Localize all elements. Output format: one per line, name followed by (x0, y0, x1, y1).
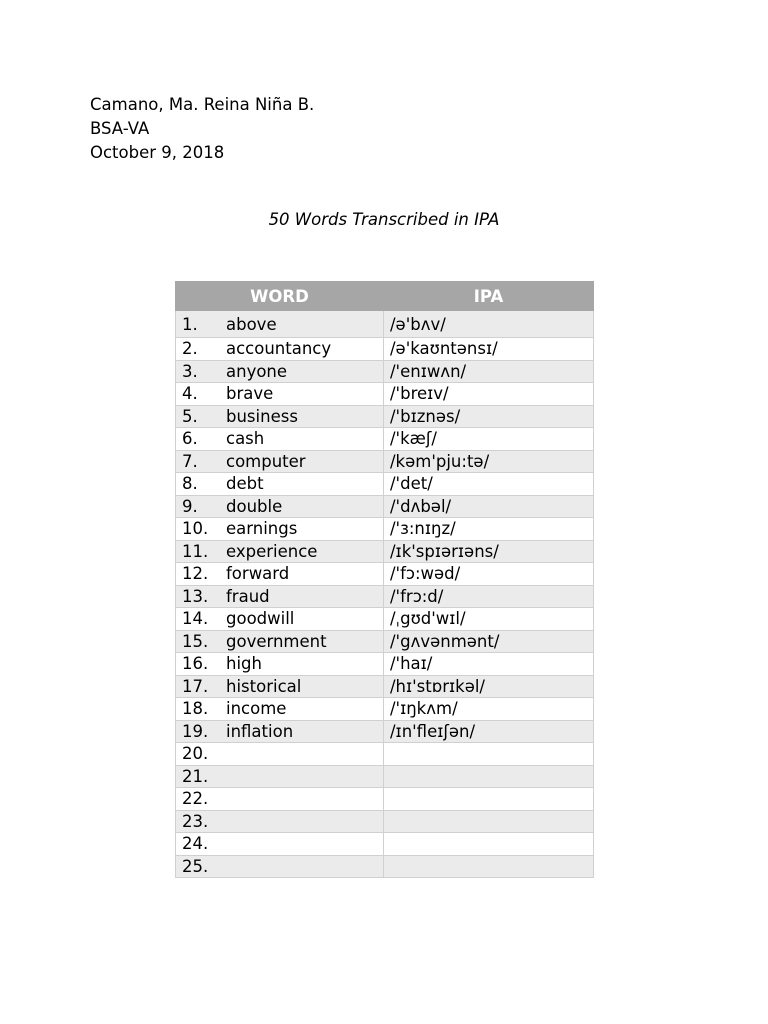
table-body (176, 311, 594, 878)
ipa-cell: /'gʌvənmənt/ (384, 630, 594, 653)
ipa-cell: /'fɔ:wəd/ (384, 563, 594, 586)
table-row (176, 405, 594, 428)
ipa-cell: /'kæʃ/ (384, 428, 594, 451)
word-cell (176, 810, 384, 833)
table-header-row (176, 282, 594, 311)
ipa-cell (384, 833, 594, 856)
ipa-cell: /'bɪznəs/ (384, 405, 594, 428)
word-text: income (226, 699, 287, 719)
ipa-cell: /hɪ'stɒrɪkəl/ (384, 675, 594, 698)
ipa-cell: /'ɪŋkʌm/ (384, 698, 594, 721)
document-date: October 9, 2018 (90, 143, 225, 162)
row-number: 17. (182, 676, 209, 696)
ipa-cell (384, 810, 594, 833)
word-text: experience (226, 541, 318, 561)
word-cell (176, 653, 384, 676)
word-text: debt (226, 474, 264, 494)
word-cell (176, 518, 384, 541)
row-number: 1. (182, 314, 198, 334)
author-block (90, 93, 314, 165)
table-row (176, 608, 594, 631)
row-number: 14. (182, 609, 209, 629)
word-cell (176, 743, 384, 766)
word-text: brave (226, 384, 274, 404)
ipa-table (175, 281, 594, 878)
row-number: 9. (182, 496, 198, 516)
row-number: 20. (182, 744, 209, 764)
row-number: 6. (182, 429, 198, 449)
ipa-cell: /'dʌbəl/ (384, 495, 594, 518)
row-number: 2. (182, 339, 198, 359)
row-number: 4. (182, 384, 198, 404)
word-cell (176, 495, 384, 518)
word-cell (176, 428, 384, 451)
row-number: 5. (182, 406, 198, 426)
word-cell (176, 338, 384, 361)
word-cell (176, 585, 384, 608)
word-text: historical (226, 676, 302, 696)
table-row (176, 450, 594, 473)
word-text: forward (226, 564, 290, 584)
ipa-column-header: IPA (384, 282, 594, 311)
table-row (176, 810, 594, 833)
row-number: 8. (182, 474, 198, 494)
ipa-cell: /ɪk'spɪərɪəns/ (384, 540, 594, 563)
row-number: 15. (182, 631, 209, 651)
row-number: 11. (182, 541, 209, 561)
table-row (176, 585, 594, 608)
ipa-cell: /kəm'pju:tə/ (384, 450, 594, 473)
table-row (176, 473, 594, 496)
table-row (176, 833, 594, 856)
ipa-cell: /'enɪwʌn/ (384, 360, 594, 383)
word-cell (176, 383, 384, 406)
word-cell (176, 608, 384, 631)
word-cell (176, 405, 384, 428)
row-number: 21. (182, 766, 209, 786)
author-name: Camano, Ma. Reina Niña B. (90, 95, 315, 114)
table-row (176, 788, 594, 811)
row-number: 13. (182, 586, 209, 606)
word-cell (176, 311, 384, 338)
row-number: 18. (182, 699, 209, 719)
word-text: above (226, 314, 277, 334)
word-cell (176, 833, 384, 856)
table-row (176, 720, 594, 743)
row-number: 25. (182, 856, 209, 876)
ipa-cell: /'haɪ/ (384, 653, 594, 676)
author-program: BSA-VA (90, 119, 150, 138)
word-cell (176, 540, 384, 563)
row-number: 12. (182, 564, 209, 584)
word-cell (176, 855, 384, 878)
word-cell (176, 765, 384, 788)
word-cell (176, 630, 384, 653)
table-row (176, 855, 594, 878)
ipa-cell: /'frɔ:d/ (384, 585, 594, 608)
word-cell (176, 698, 384, 721)
ipa-cell: /ˌgʊd'wɪl/ (384, 608, 594, 631)
word-text: anyone (226, 361, 288, 381)
table-row (176, 495, 594, 518)
ipa-cell (384, 788, 594, 811)
word-column-header: WORD (176, 282, 384, 311)
row-number: 23. (182, 811, 209, 831)
table-row (176, 653, 594, 676)
word-cell (176, 473, 384, 496)
word-text: earnings (226, 519, 298, 539)
document-title: 50 Words Transcribed in IPA (268, 210, 500, 229)
word-cell (176, 360, 384, 383)
word-text: double (226, 496, 283, 516)
ipa-cell: /ə'kaʊntənsɪ/ (384, 338, 594, 361)
word-text: fraud (226, 586, 270, 606)
word-text: business (226, 406, 298, 426)
ipa-cell: /'det/ (384, 473, 594, 496)
word-cell (176, 720, 384, 743)
row-number: 22. (182, 789, 209, 809)
ipa-cell: /ə'bʌv/ (384, 311, 594, 338)
word-text: inflation (226, 721, 294, 741)
table-row (176, 630, 594, 653)
word-cell (176, 450, 384, 473)
word-cell (176, 788, 384, 811)
table-row (176, 338, 594, 361)
word-text: government (226, 631, 327, 651)
table-row (176, 540, 594, 563)
table-row (176, 311, 594, 338)
row-number: 16. (182, 654, 209, 674)
table-row (176, 698, 594, 721)
ipa-cell (384, 855, 594, 878)
ipa-cell (384, 743, 594, 766)
ipa-cell (384, 765, 594, 788)
word-text: high (226, 654, 262, 674)
table-row (176, 675, 594, 698)
row-number: 24. (182, 834, 209, 854)
table-row (176, 383, 594, 406)
word-text: accountancy (226, 339, 332, 359)
ipa-cell: /'breɪv/ (384, 383, 594, 406)
ipa-cell: /ɪn'fleɪʃən/ (384, 720, 594, 743)
row-number: 10. (182, 519, 209, 539)
row-number: 3. (182, 361, 198, 381)
table-row (176, 765, 594, 788)
row-number: 19. (182, 721, 209, 741)
word-text: computer (226, 451, 306, 471)
table-row (176, 518, 594, 541)
word-text: goodwill (226, 609, 295, 629)
table-row (176, 360, 594, 383)
word-cell (176, 563, 384, 586)
word-cell (176, 675, 384, 698)
row-number: 7. (182, 451, 198, 471)
table-row (176, 743, 594, 766)
ipa-cell: /'ɜ:nɪŋz/ (384, 518, 594, 541)
table-row (176, 428, 594, 451)
table-row (176, 563, 594, 586)
word-text: cash (226, 429, 265, 449)
